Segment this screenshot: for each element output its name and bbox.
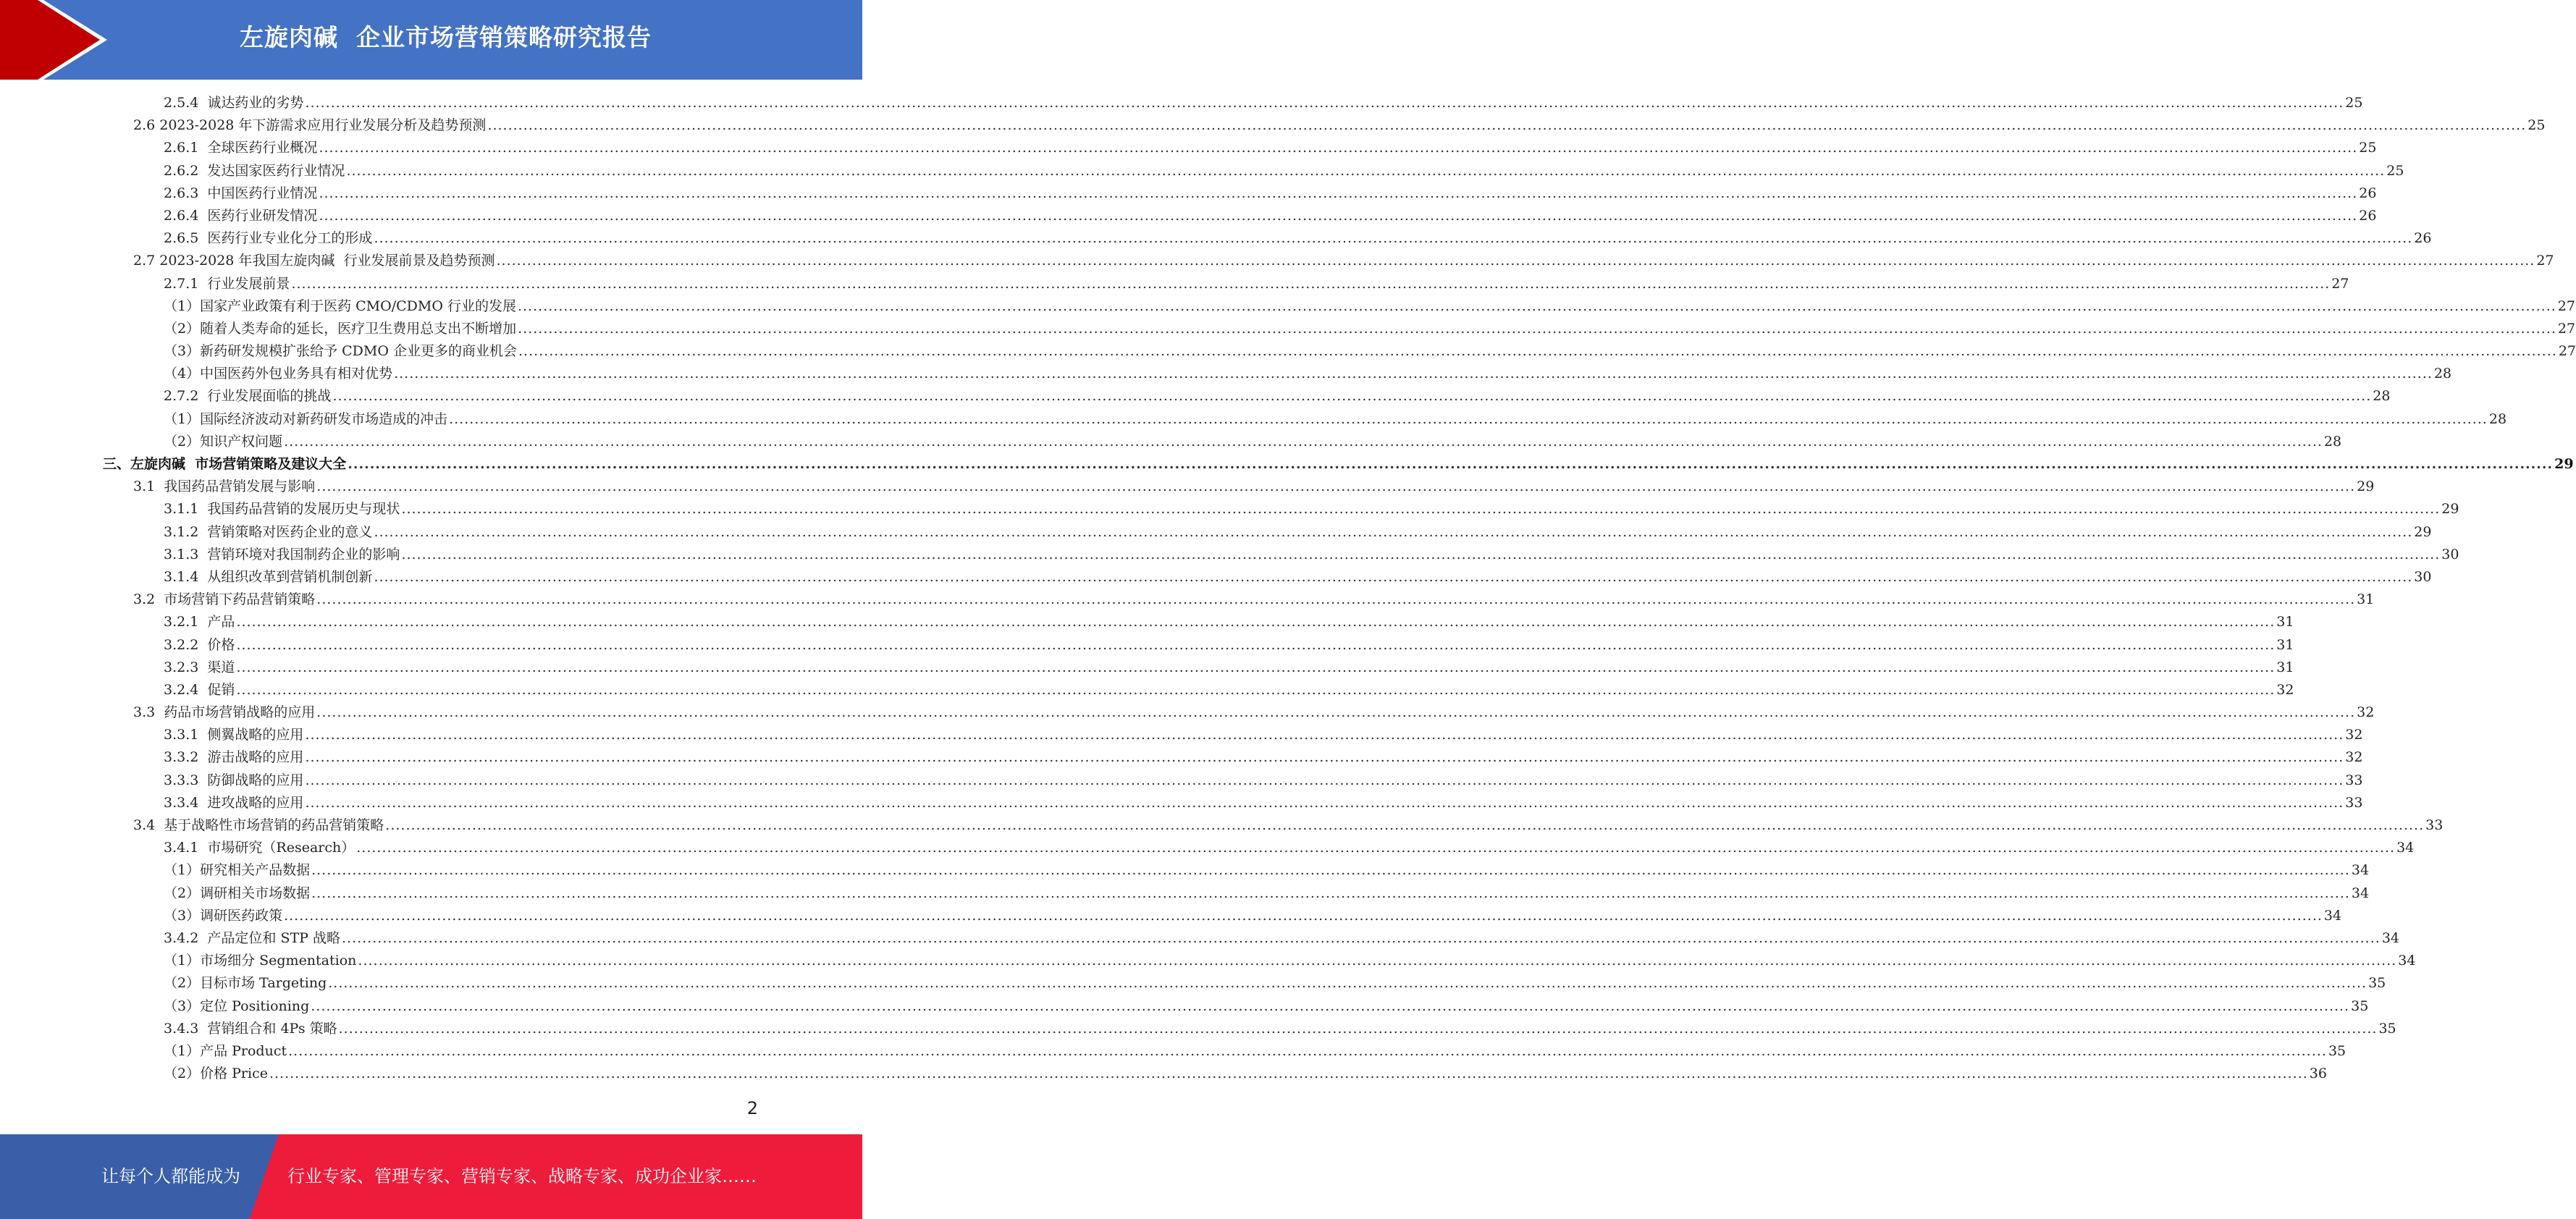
- toc-entry-page: 28: [2433, 366, 2452, 382]
- toc-entry[interactable]: [0, 1018, 2396, 1040]
- toc-entry-page: 28: [2373, 388, 2391, 405]
- toc-entry[interactable]: [0, 746, 2363, 769]
- toc-entry[interactable]: [0, 1040, 2346, 1063]
- toc-entry-label: （4）中国医药外包业务具有相对优势: [164, 366, 393, 382]
- toc-dot-leader: ................................................................................................................................................................................................................................................................................................................................................................................................................: [374, 568, 2413, 585]
- toc-dot-leader: ................................................................................................................................................................................................................................................................................................................................................................................................................: [401, 546, 2441, 562]
- toc-entry-page: 31: [2357, 591, 2375, 608]
- toc-dot-leader: ................................................................................................................................................................................................................................................................................................................................................................................................................: [236, 681, 2276, 698]
- toc-dot-leader: ................................................................................................................................................................................................................................................................................................................................................................................................................: [487, 117, 2527, 134]
- toc-entry[interactable]: [0, 273, 2349, 295]
- toc-entry-label: 3.2 市场营销下药品营销策略: [133, 591, 316, 608]
- toc-dot-leader: ................................................................................................................................................................................................................................................................................................................................................................................................................: [518, 343, 2557, 360]
- toc-entry-label: （1）国际经济波动对新药研发市场造成的冲击: [164, 410, 448, 427]
- toc-entry[interactable]: [0, 566, 2432, 589]
- toc-dot-leader: ................................................................................................................................................................................................................................................................................................................................................................................................................: [401, 501, 2441, 518]
- toc-dot-leader: ................................................................................................................................................................................................................................................................................................................................................................................................................: [517, 298, 2556, 314]
- toc-entry-label: 3.4.2 产品定位和 STP 战略: [164, 929, 340, 946]
- toc-dot-leader: ................................................................................................................................................................................................................................................................................................................................................................................................................: [291, 275, 2331, 292]
- toc-dot-leader: ................................................................................................................................................................................................................................................................................................................................................................................................................: [284, 907, 2323, 924]
- toc-entry-label: （1）产品 Product: [164, 1042, 287, 1059]
- toc-entry[interactable]: [0, 679, 2294, 701]
- toc-entry-page: 30: [2414, 568, 2432, 585]
- toc-entry-page: 27: [2557, 298, 2575, 314]
- toc-entry[interactable]: [0, 701, 2375, 724]
- toc-entry-label: 2.5.4 诚达药业的劣势: [164, 95, 304, 111]
- toc-dot-leader: ................................................................................................................................................................................................................................................................................................................................................................................................................: [518, 320, 2556, 337]
- toc-entry-label: 2.6.2 发达国家医药行业情况: [164, 162, 345, 179]
- toc-entry[interactable]: [0, 137, 2377, 159]
- toc-entry-label: （2）价格 Price: [164, 1066, 268, 1082]
- toc-dot-leader: ................................................................................................................................................................................................................................................................................................................................................................................................................: [338, 1020, 2378, 1037]
- toc-entry-page: 35: [2378, 1020, 2396, 1037]
- toc-entry-page: 28: [2488, 410, 2507, 427]
- toc-entry[interactable]: [0, 950, 2416, 972]
- toc-entry-page: 32: [2357, 704, 2375, 721]
- toc-dot-leader: ................................................................................................................................................................................................................................................................................................................................................................................................................: [319, 207, 2358, 224]
- toc-entry[interactable]: [0, 837, 2415, 859]
- toc-dot-leader: ................................................................................................................................................................................................................................................................................................................................................................................................................: [305, 95, 2344, 111]
- toc-dot-leader: ................................................................................................................................................................................................................................................................................................................................................................................................................: [346, 162, 2386, 179]
- toc-entry[interactable]: [0, 182, 2377, 205]
- toc-entry-page: 26: [2414, 230, 2432, 247]
- toc-entry-label: （2）调研相关市场数据: [164, 885, 311, 901]
- toc-dot-leader: ................................................................................................................................................................................................................................................................................................................................................................................................................: [348, 456, 2554, 472]
- toc-dot-leader: ................................................................................................................................................................................................................................................................................................................................................................................................................: [305, 749, 2344, 766]
- toc-entry-label: 3.4 基于战略性市场营销的药品营销策略: [133, 817, 384, 833]
- toc-dot-leader: ................................................................................................................................................................................................................................................................................................................................................................................................................: [311, 997, 2350, 1014]
- toc-entry-page: 34: [2351, 885, 2370, 901]
- toc-entry[interactable]: [0, 1063, 2327, 1085]
- toc-entry-page: 34: [2396, 840, 2415, 856]
- toc-dot-leader: ................................................................................................................................................................................................................................................................................................................................................................................................................: [341, 929, 2381, 946]
- toc-entry-label: （2）目标市场 Targeting: [164, 975, 327, 992]
- toc-entry-page: 33: [2345, 794, 2363, 811]
- toc-entry-page: 31: [2276, 636, 2294, 653]
- toc-entry-label: （3）定位 Positioning: [164, 997, 310, 1014]
- report-title: 左旋肉碱 企业市场营销策略研究报告: [240, 23, 652, 51]
- toc-entry[interactable]: [0, 295, 2575, 318]
- toc-entry-page: 33: [2345, 772, 2363, 788]
- toc-entry-page: 36: [2309, 1066, 2327, 1082]
- toc-entry-label: 3.1.3 营销环境对我国制药企业的影响: [164, 546, 400, 562]
- toc-dot-leader: ................................................................................................................................................................................................................................................................................................................................................................................................................: [328, 975, 2367, 992]
- toc-entry[interactable]: [0, 792, 2363, 814]
- toc-entry-page: 25: [2345, 95, 2363, 111]
- toc-entry-label: 2.7.2 行业发展面临的挑战: [164, 388, 332, 405]
- toc-dot-leader: ................................................................................................................................................................................................................................................................................................................................................................................................................: [496, 253, 2535, 269]
- toc-dot-leader: ................................................................................................................................................................................................................................................................................................................................................................................................................: [305, 772, 2344, 788]
- table-of-contents: [0, 92, 2576, 1085]
- toc-entry-page: 26: [2359, 207, 2377, 224]
- toc-entry-label: 2.7.1 行业发展前景: [164, 275, 290, 292]
- toc-entry-page: 34: [2398, 953, 2416, 969]
- toc-dot-leader: ................................................................................................................................................................................................................................................................................................................................................................................................................: [236, 659, 2276, 675]
- toc-entry-page: 25: [2527, 117, 2546, 134]
- footer-slogan-left: 让每个人都能成为: [101, 1166, 240, 1186]
- toc-dot-leader: ................................................................................................................................................................................................................................................................................................................................................................................................................: [288, 1042, 2327, 1059]
- toc-dot-leader: ................................................................................................................................................................................................................................................................................................................................................................................................................: [316, 591, 2356, 608]
- toc-entry-label: （1）市场细分 Segmentation: [164, 953, 357, 969]
- toc-entry[interactable]: [0, 114, 2546, 137]
- page-number: 2: [746, 1098, 758, 1118]
- toc-entry-page: 32: [2276, 681, 2294, 698]
- toc-dot-leader: ................................................................................................................................................................................................................................................................................................................................................................................................................: [311, 862, 2350, 879]
- toc-entry[interactable]: [0, 521, 2432, 544]
- toc-entry-label: （1）研究相关产品数据: [164, 862, 311, 879]
- toc-entry-label: 2.6.1 全球医药行业概况: [164, 140, 318, 156]
- toc-dot-leader: ................................................................................................................................................................................................................................................................................................................................................................................................................: [316, 704, 2356, 721]
- toc-entry[interactable]: [0, 724, 2363, 746]
- toc-entry-label: 3.1.1 我国药品营销的发展历史与现状: [164, 501, 400, 518]
- toc-entry[interactable]: [0, 905, 2342, 927]
- toc-entry-label: 3.4.3 营销组合和 4Ps 策略: [164, 1020, 337, 1037]
- toc-entry-label: 2.6.3 中国医药行业情况: [164, 185, 318, 201]
- toc-entry[interactable]: [0, 385, 2391, 408]
- toc-entry[interactable]: [0, 92, 2363, 114]
- toc-entry-page: 27: [2558, 343, 2576, 360]
- toc-dot-leader: ................................................................................................................................................................................................................................................................................................................................................................................................................: [449, 410, 2488, 427]
- toc-entry[interactable]: [0, 972, 2386, 995]
- toc-entry-label: 2.7 2023-2028 年我国左旋肉碱 行业发展前景及趋势预测: [133, 253, 495, 269]
- toc-entry-label: 3.4.1 市場研究（Research）: [164, 840, 355, 856]
- toc-dot-leader: ................................................................................................................................................................................................................................................................................................................................................................................................................: [311, 885, 2350, 901]
- toc-dot-leader: ................................................................................................................................................................................................................................................................................................................................................................................................................: [284, 433, 2323, 450]
- toc-dot-leader: ................................................................................................................................................................................................................................................................................................................................................................................................................: [319, 140, 2358, 156]
- toc-entry-page: 35: [2328, 1042, 2346, 1059]
- toc-entry[interactable]: [0, 657, 2294, 679]
- toc-entry[interactable]: [0, 476, 2375, 498]
- toc-entry-page: 27: [2536, 253, 2554, 269]
- toc-dot-leader: ................................................................................................................................................................................................................................................................................................................................................................................................................: [236, 614, 2276, 630]
- footer-slogan-right: 行业专家、管理专家、营销专家、战略专家、成功企业家……: [287, 1166, 757, 1186]
- toc-entry-label: （3）调研医药政策: [164, 907, 283, 924]
- toc-entry-label: 3.3 药品市场营销战略的应用: [133, 704, 316, 721]
- toc-dot-leader: ................................................................................................................................................................................................................................................................................................................................................................................................................: [305, 727, 2344, 743]
- toc-dot-leader: ................................................................................................................................................................................................................................................................................................................................................................................................................: [385, 817, 2425, 833]
- toc-entry-page: 32: [2345, 727, 2363, 743]
- toc-entry-page: 25: [2386, 162, 2404, 179]
- toc-entry-page: 26: [2359, 185, 2377, 201]
- toc-entry-page: 31: [2276, 614, 2294, 630]
- toc-entry-page: 27: [2331, 275, 2349, 292]
- toc-entry[interactable]: [0, 205, 2377, 227]
- toc-entry-page: 30: [2441, 546, 2459, 562]
- toc-entry[interactable]: [0, 431, 2342, 453]
- toc-dot-leader: ................................................................................................................................................................................................................................................................................................................................................................................................................: [374, 230, 2413, 247]
- toc-dot-leader: ................................................................................................................................................................................................................................................................................................................................................................................................................: [358, 953, 2397, 969]
- toc-entry-page: 31: [2276, 659, 2294, 675]
- toc-entry-page: 34: [2381, 929, 2399, 946]
- toc-entry-label: 3.3.3 防御战略的应用: [164, 772, 304, 788]
- toc-entry-page: 29: [2441, 501, 2459, 518]
- toc-entry-label: 3.3.1 侧翼战略的应用: [164, 727, 304, 743]
- toc-entry[interactable]: [0, 589, 2375, 611]
- toc-entry[interactable]: [0, 814, 2444, 837]
- toc-entry[interactable]: [0, 453, 2574, 476]
- toc-dot-leader: ................................................................................................................................................................................................................................................................................................................................................................................................................: [269, 1066, 2308, 1082]
- toc-entry[interactable]: [0, 882, 2370, 905]
- toc-entry-page: 32: [2345, 749, 2363, 766]
- toc-entry[interactable]: [0, 318, 2576, 340]
- toc-entry[interactable]: [0, 544, 2459, 566]
- toc-dot-leader: ................................................................................................................................................................................................................................................................................................................................................................................................................: [316, 478, 2356, 495]
- toc-entry-label: （3）新药研发规模扩张给予 CDMO 企业更多的商业机会: [164, 343, 517, 360]
- toc-entry[interactable]: [0, 408, 2507, 431]
- toc-entry-label: 2.6.4 医药行业研发情况: [164, 207, 318, 224]
- toc-entry[interactable]: [0, 927, 2399, 950]
- toc-entry-page: 33: [2425, 817, 2444, 833]
- toc-entry-label: 3.2.1 产品: [164, 614, 235, 630]
- toc-entry-page: 35: [2351, 997, 2369, 1014]
- toc-entry[interactable]: [0, 498, 2459, 520]
- toc-entry-page: 28: [2323, 433, 2342, 450]
- toc-entry[interactable]: [0, 859, 2370, 882]
- toc-entry-label: 3.3.4 进攻战略的应用: [164, 794, 304, 811]
- toc-entry-page: 27: [2557, 320, 2576, 337]
- toc-dot-leader: ................................................................................................................................................................................................................................................................................................................................................................................................................: [374, 523, 2413, 540]
- page-footer: [0, 1134, 862, 1219]
- toc-entry-label: 3.1.4 从组织改革到营销机制创新: [164, 568, 373, 585]
- toc-entry[interactable]: [0, 227, 2432, 250]
- toc-entry[interactable]: [0, 250, 2554, 272]
- toc-entry-label: 3.1.2 营销策略对医药企业的意义: [164, 523, 373, 540]
- toc-entry[interactable]: [0, 769, 2363, 792]
- toc-entry[interactable]: [0, 634, 2294, 657]
- toc-entry-label: （2）随着人类寿命的延长，医疗卫生费用总支出不断增加: [164, 320, 517, 337]
- toc-dot-leader: ................................................................................................................................................................................................................................................................................................................................................................................................................: [319, 185, 2358, 201]
- toc-entry-page: 34: [2351, 862, 2370, 879]
- toc-entry[interactable]: [0, 611, 2294, 633]
- toc-entry-label: （2）知识产权问题: [164, 433, 283, 450]
- page-header: [0, 0, 862, 80]
- toc-entry-page: 25: [2359, 140, 2377, 156]
- toc-dot-leader: ................................................................................................................................................................................................................................................................................................................................................................................................................: [305, 794, 2344, 811]
- toc-entry-page: 34: [2323, 907, 2342, 924]
- toc-entry-page: 29: [2357, 478, 2375, 495]
- toc-entry-label: 三、左旋肉碱 市场营销策略及建议大全: [103, 456, 347, 472]
- toc-dot-leader: ................................................................................................................................................................................................................................................................................................................................................................................................................: [394, 366, 2433, 382]
- toc-dot-leader: ................................................................................................................................................................................................................................................................................................................................................................................................................: [332, 388, 2372, 405]
- toc-entry-label: 3.2.3 渠道: [164, 659, 235, 675]
- toc-entry-label: 3.1 我国药品营销发展与影响: [133, 478, 316, 495]
- toc-entry[interactable]: [0, 160, 2404, 182]
- toc-entry-label: 3.3.2 游击战略的应用: [164, 749, 304, 766]
- toc-entry-label: 3.2.2 价格: [164, 636, 235, 653]
- toc-entry[interactable]: [0, 340, 2576, 363]
- toc-entry-label: （1）国家产业政策有利于医药 CMO/CDMO 行业的发展: [164, 298, 516, 314]
- toc-entry[interactable]: [0, 995, 2369, 1018]
- toc-dot-leader: ................................................................................................................................................................................................................................................................................................................................................................................................................: [356, 840, 2396, 856]
- toc-entry-page: 29: [2414, 523, 2432, 540]
- toc-entry-page: 29: [2554, 456, 2574, 472]
- toc-entry-label: 3.2.4 促销: [164, 681, 235, 698]
- toc-dot-leader: ................................................................................................................................................................................................................................................................................................................................................................................................................: [236, 636, 2276, 653]
- toc-entry-page: 35: [2368, 975, 2386, 992]
- toc-entry-label: 2.6.5 医药行业专业化分工的形成: [164, 230, 373, 247]
- toc-entry-label: 2.6 2023-2028 年下游需求应用行业发展分析及趋势预测: [133, 117, 487, 134]
- toc-entry[interactable]: [0, 363, 2452, 385]
